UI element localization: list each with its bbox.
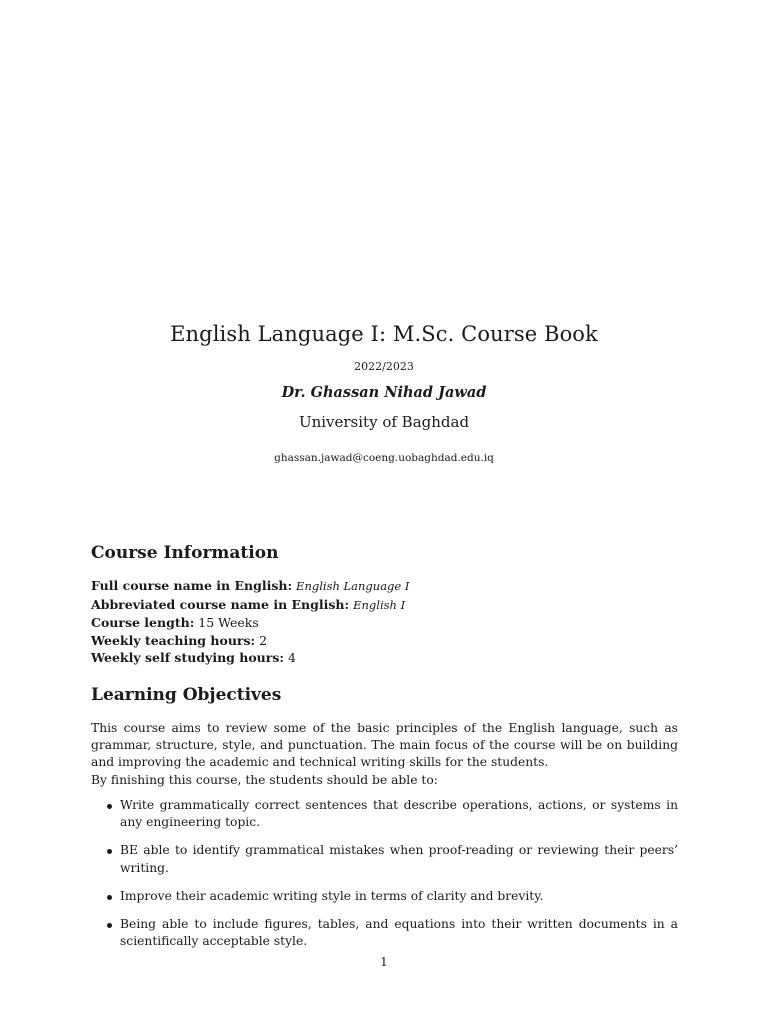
bullet-icon <box>107 849 112 854</box>
bullet-text: Being able to include figures, tables, and equations into their written documents in a scientifically acceptable style. <box>120 917 678 949</box>
info-label: Course length: <box>91 615 195 630</box>
info-label: Full course name in English: <box>91 578 293 593</box>
document-title: English Language I: M.Sc. Course Book <box>170 322 598 346</box>
intro-lead-in: By finishing this course, the students should be able to: <box>91 772 438 787</box>
objectives-bullet-list <box>91 797 678 961</box>
info-value: 2 <box>259 632 268 648</box>
info-label: Weekly teaching hours: <box>91 632 256 648</box>
info-value: English I <box>353 597 406 612</box>
info-row-abbreviated-name <box>91 596 691 615</box>
bullet-text: Write grammatically correct sentences that describe operations, actions, or systems in any engineering topic. <box>120 798 678 830</box>
list-item <box>91 797 678 831</box>
bullet-icon <box>107 923 112 928</box>
learning-objectives-intro <box>91 720 678 789</box>
author-name: Dr. Ghassan Nihad Jawad <box>281 384 487 401</box>
bullet-icon <box>107 804 112 809</box>
learning-objectives-heading: Learning Objectives <box>91 685 282 705</box>
author-email[interactable]: ghassan.jawad@coeng.uobaghdad.edu.iq <box>274 452 494 464</box>
info-row-full-name <box>91 577 691 596</box>
course-information-list <box>91 577 691 667</box>
intro-paragraph: This course aims to review some of the basic principles of the English language, such as grammar, structure, style, and punctuation. The main focus of the course will be on building and improving the academic and technical writing skills for the students. <box>91 721 678 770</box>
bullet-icon <box>107 895 112 900</box>
info-label: Abbreviated course name in English: <box>91 596 350 612</box>
academic-year: 2022/2023 <box>354 360 414 373</box>
info-row-self-study-hours <box>91 649 691 667</box>
list-item <box>91 916 678 950</box>
info-row-course-length <box>91 614 691 632</box>
list-item <box>91 888 678 905</box>
info-value: 4 <box>287 650 296 665</box>
course-information-heading: Course Information <box>91 543 279 563</box>
bullet-text: BE able to identify grammatical mistakes when proof-reading or reviewing their peers’ writing. <box>120 843 678 875</box>
bullet-text: Improve their academic writing style in terms of clarity and brevity. <box>120 888 544 903</box>
info-value: 15 Weeks <box>198 615 259 630</box>
author-affiliation: University of Baghdad <box>298 413 470 431</box>
info-label: Weekly self studying hours: <box>91 650 284 665</box>
list-item <box>91 842 678 876</box>
info-row-teaching-hours <box>91 632 691 650</box>
info-value: English Language I <box>296 579 410 593</box>
page-number: 1 <box>380 955 388 969</box>
